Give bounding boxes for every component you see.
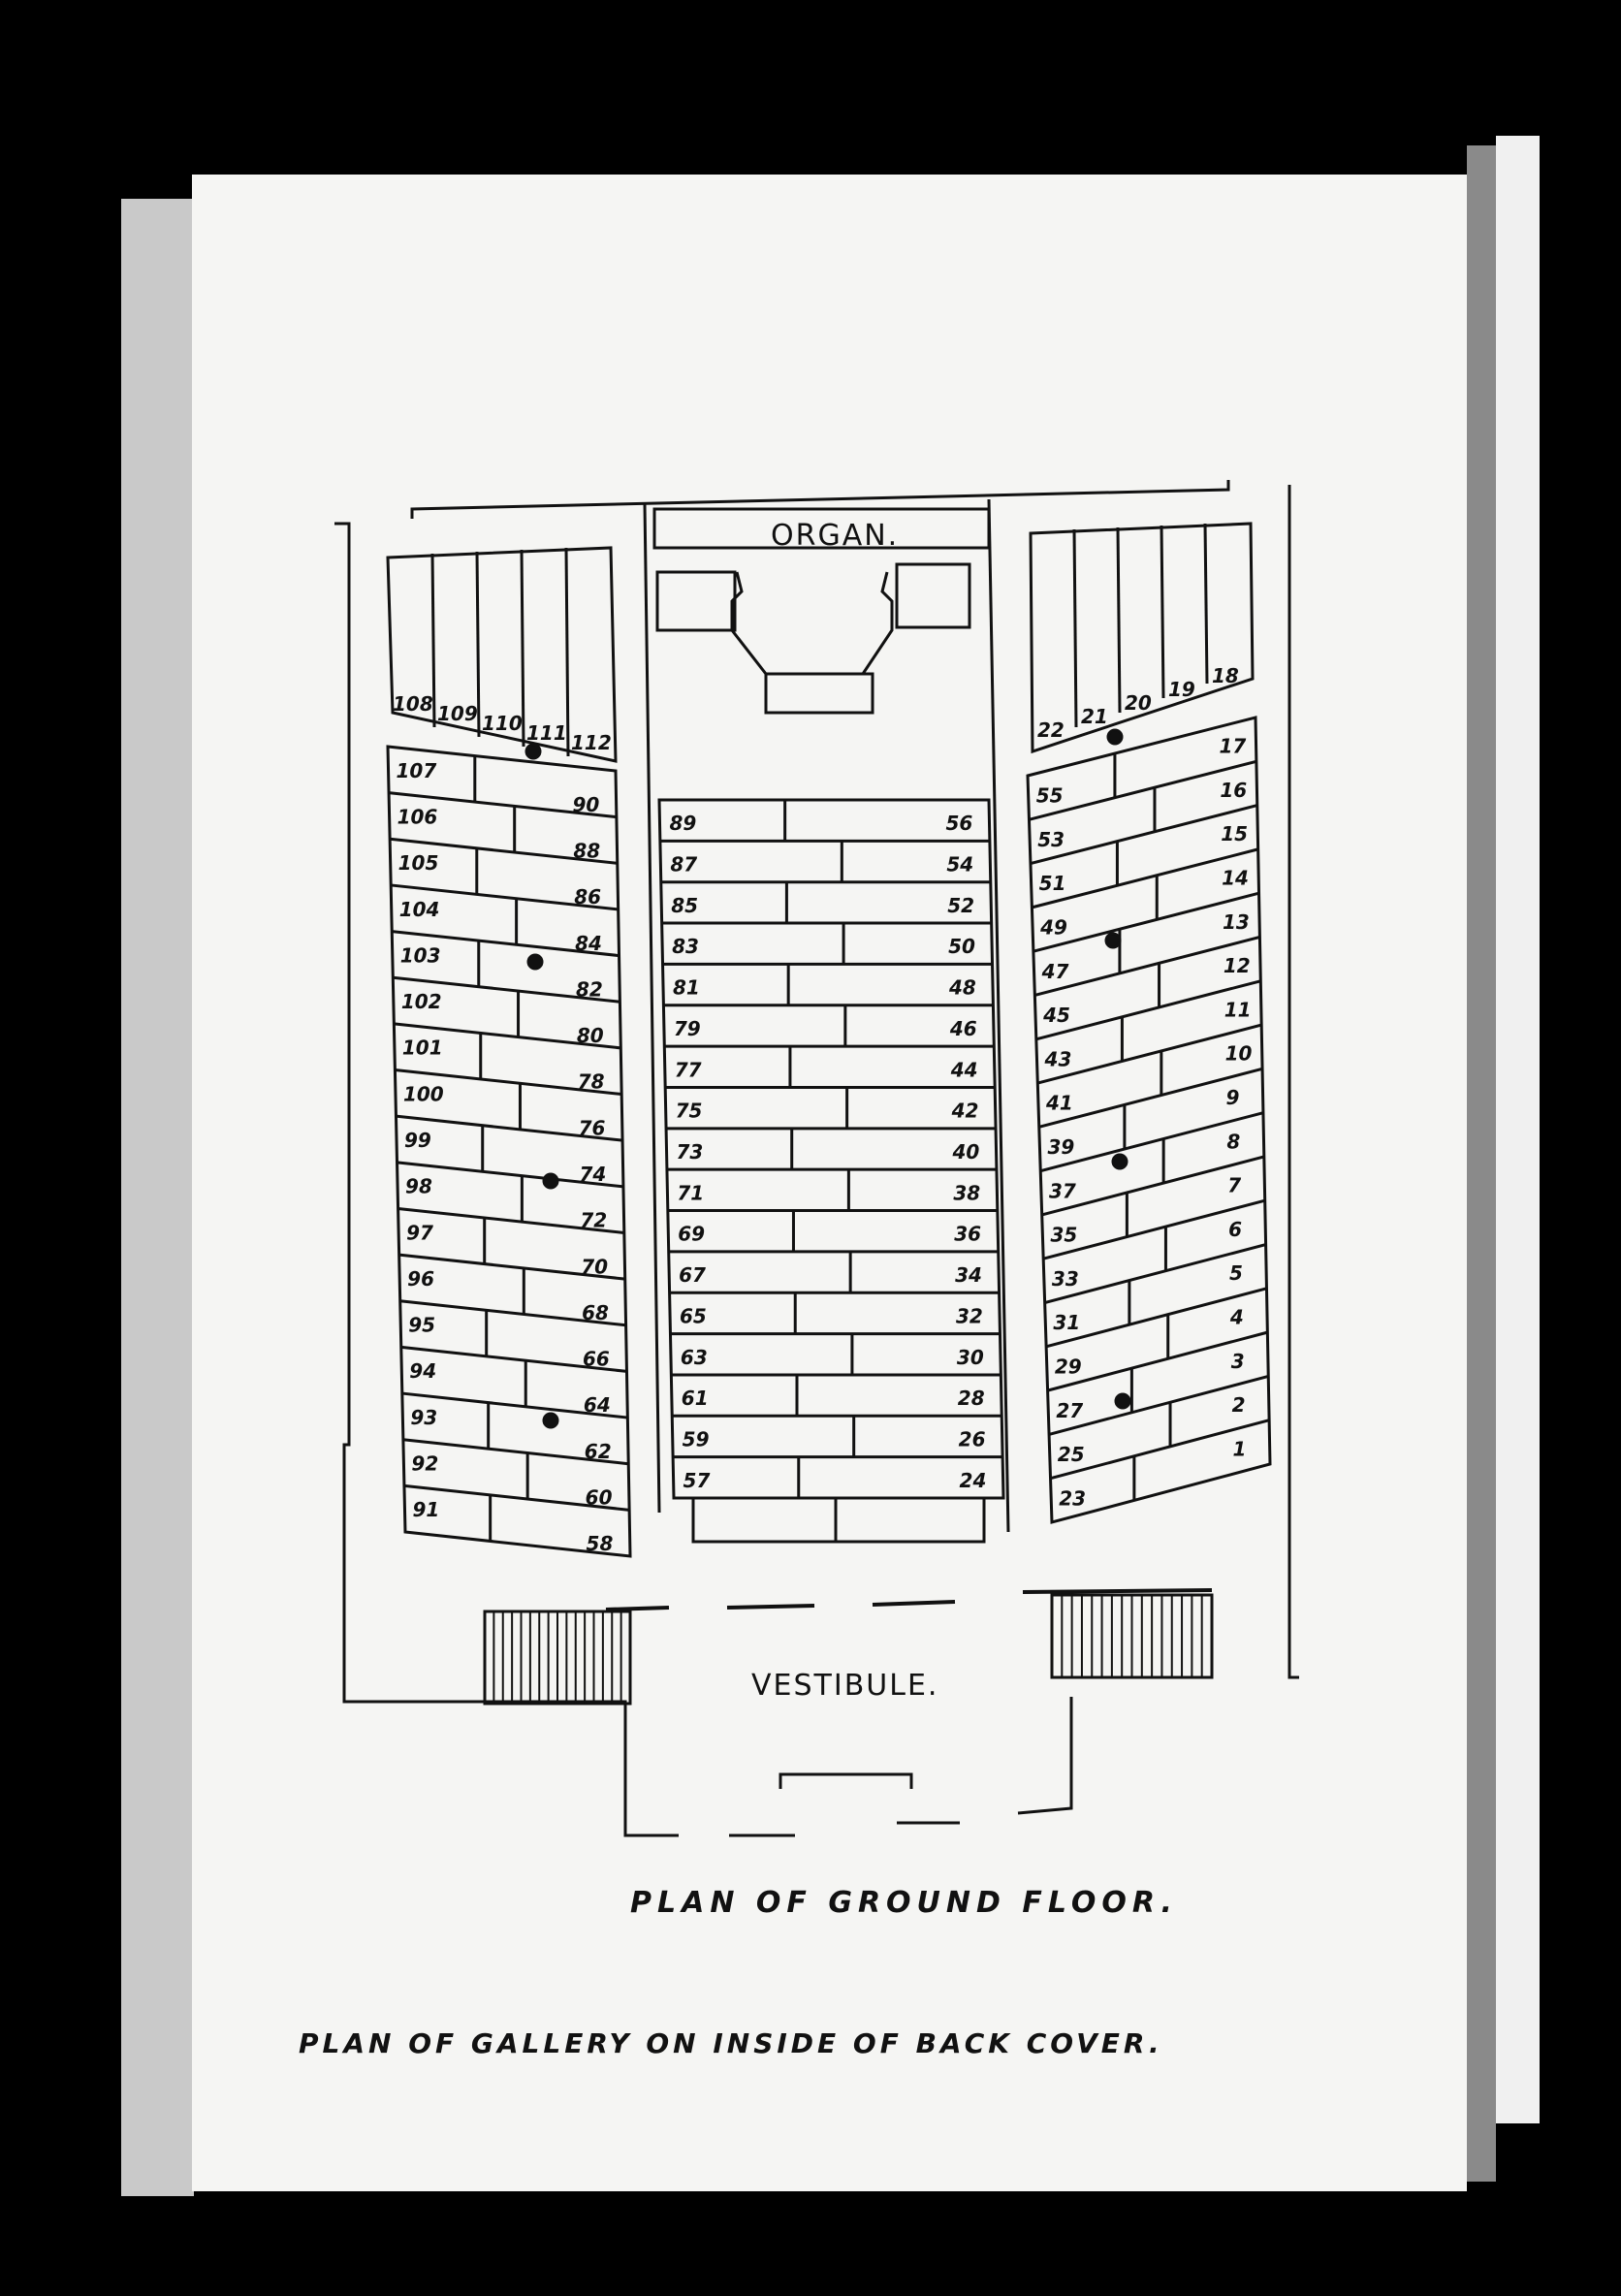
book-spine <box>121 199 194 2196</box>
page-edge-right <box>1467 145 1496 2182</box>
pew-number: 98 <box>405 1174 432 1198</box>
pew-number: 97 <box>406 1221 433 1245</box>
pew-number: 9 <box>1225 1086 1240 1109</box>
pew-number: 101 <box>401 1036 443 1060</box>
vestibule-partition <box>727 1606 814 1608</box>
pew-number: 70 <box>581 1255 609 1279</box>
pew-number: 31 <box>1053 1311 1081 1335</box>
vestibule-label: VESTIBULE. <box>751 1669 939 1703</box>
pew-number: 66 <box>583 1347 610 1371</box>
pew-number: 94 <box>409 1359 437 1384</box>
pew-number: 18 <box>1212 664 1239 687</box>
vestibule-partition <box>606 1608 669 1610</box>
pew-number: 30 <box>956 1345 984 1369</box>
pew-number: 5 <box>1229 1261 1243 1286</box>
pew-number: 44 <box>950 1058 978 1082</box>
pew-number: 109 <box>437 702 478 725</box>
pew-number: 102 <box>400 990 442 1014</box>
pew-number: 13 <box>1222 909 1250 934</box>
pew-number: 82 <box>575 977 603 1002</box>
pew-number: 35 <box>1050 1223 1078 1247</box>
pew-number: 61 <box>681 1387 709 1411</box>
pew-number: 12 <box>1223 954 1251 978</box>
pew-number: 1 <box>1232 1437 1247 1461</box>
register-dot <box>526 745 540 758</box>
pew-number: 68 <box>582 1300 609 1324</box>
pew-number: 90 <box>572 792 600 816</box>
pew-number: 15 <box>1221 822 1249 846</box>
pew-number: 11 <box>1224 998 1252 1022</box>
pew-slat <box>1118 527 1120 713</box>
gallery-footnote: PLAN OF GALLERY ON INSIDE OF BACK COVER. <box>299 2027 1163 2059</box>
pew-number: 110 <box>482 712 523 735</box>
pew-number: 36 <box>954 1222 982 1246</box>
pew-number: 78 <box>577 1069 605 1094</box>
register-dot <box>1106 934 1120 947</box>
pew-number: 55 <box>1035 783 1064 808</box>
pew-number: 21 <box>1081 705 1108 728</box>
pew-number: 79 <box>673 1016 701 1040</box>
pew-number: 23 <box>1059 1486 1087 1511</box>
pew-number: 17 <box>1219 734 1247 758</box>
pew-number: 84 <box>575 931 602 955</box>
pew-number: 3 <box>1230 1349 1245 1373</box>
pew-number: 8 <box>1226 1130 1241 1154</box>
pew-number: 25 <box>1057 1443 1085 1467</box>
plan-caption: PLAN OF GROUND FLOOR. <box>630 1886 1178 1920</box>
pew-number: 87 <box>670 852 698 877</box>
pew-number: 106 <box>397 805 438 829</box>
pew-number: 27 <box>1056 1398 1084 1422</box>
pew-number: 49 <box>1040 915 1067 940</box>
pew-number: 67 <box>679 1263 706 1288</box>
pew-number: 92 <box>411 1451 439 1476</box>
pew-number: 41 <box>1046 1091 1073 1115</box>
pew-number: 26 <box>958 1427 986 1451</box>
pew-number: 80 <box>576 1024 604 1048</box>
facing-page <box>1496 136 1540 2123</box>
pew-number: 104 <box>398 897 440 921</box>
pew-number: 103 <box>399 943 441 968</box>
pew-number: 95 <box>408 1313 436 1337</box>
pew-number: 53 <box>1037 827 1065 851</box>
register-dot <box>544 1414 557 1427</box>
pew-number: 86 <box>574 885 602 909</box>
pew-number: 96 <box>407 1266 435 1291</box>
pew-number: 42 <box>951 1099 979 1123</box>
pew-number: 2 <box>1231 1393 1246 1418</box>
pew-number: 57 <box>683 1468 711 1492</box>
pew-number: 89 <box>669 812 697 836</box>
pew-number: 22 <box>1037 718 1065 742</box>
register-dot <box>1113 1155 1127 1168</box>
pew-number: 43 <box>1044 1047 1072 1071</box>
pew-number: 38 <box>953 1181 981 1205</box>
pew-number: 91 <box>412 1498 440 1522</box>
pew-number: 107 <box>396 758 437 782</box>
pew-number: 47 <box>1041 959 1069 983</box>
pew-number: 74 <box>579 1163 607 1186</box>
pew-number: 34 <box>955 1263 982 1288</box>
pew-number: 112 <box>571 731 612 754</box>
pew-slat <box>1074 529 1076 727</box>
pew-number: 46 <box>949 1016 977 1040</box>
pew-slat <box>1161 526 1163 698</box>
pew-number: 64 <box>583 1393 611 1418</box>
pew-number: 75 <box>675 1099 703 1123</box>
register-dot <box>544 1174 557 1188</box>
pew-number: 32 <box>956 1304 983 1328</box>
pew-number: 4 <box>1229 1305 1244 1329</box>
vestibule-partition <box>1023 1590 1212 1592</box>
register-dot <box>528 955 542 969</box>
pew-number: 111 <box>526 721 567 745</box>
pew-number: 59 <box>682 1427 710 1451</box>
pew-number: 24 <box>959 1468 987 1492</box>
pew-number: 48 <box>948 975 976 1000</box>
staircase-left-treads <box>493 1611 620 1704</box>
pew-number: 105 <box>397 851 439 876</box>
pew-number: 99 <box>404 1129 431 1152</box>
pew-number: 52 <box>947 893 975 917</box>
pew-number: 51 <box>1038 872 1066 896</box>
register-dot <box>1108 730 1122 744</box>
pew-number: 77 <box>674 1058 702 1082</box>
pew-number: 76 <box>578 1116 606 1140</box>
pew-number: 100 <box>402 1082 444 1106</box>
pew-number: 72 <box>580 1208 608 1232</box>
pew-number: 69 <box>678 1222 706 1246</box>
pew-number: 14 <box>1222 866 1249 890</box>
pew-number: 19 <box>1168 678 1195 701</box>
register-dot <box>1116 1394 1129 1408</box>
pew-number: 85 <box>671 893 699 917</box>
pew-number: 83 <box>672 935 699 959</box>
pew-number: 16 <box>1220 778 1248 802</box>
pew-slat <box>1205 524 1207 684</box>
pew-number: 40 <box>952 1140 980 1164</box>
pew-number: 33 <box>1051 1266 1079 1291</box>
pew-number: 39 <box>1047 1135 1075 1159</box>
pew-number: 6 <box>1228 1217 1243 1241</box>
pew-number: 81 <box>672 975 700 1000</box>
pew-number: 93 <box>410 1405 438 1429</box>
pew-number: 54 <box>946 852 974 877</box>
pew-number: 108 <box>393 692 433 716</box>
pew-number: 28 <box>957 1387 985 1411</box>
pew-number: 29 <box>1054 1355 1082 1379</box>
pew-number: 45 <box>1043 1004 1070 1028</box>
organ-label: ORGAN. <box>771 519 900 553</box>
pew-number: 73 <box>676 1140 704 1164</box>
pew-number: 62 <box>584 1439 612 1463</box>
pew-number: 60 <box>585 1485 613 1510</box>
pew-number: 7 <box>1227 1173 1242 1197</box>
pew-number: 50 <box>948 935 975 959</box>
pew-number: 56 <box>945 812 973 836</box>
pew-number: 20 <box>1125 691 1152 715</box>
pew-number: 63 <box>680 1345 708 1369</box>
pew-number: 10 <box>1224 1041 1253 1066</box>
pew-number: 58 <box>586 1532 614 1556</box>
pew-number: 37 <box>1048 1179 1076 1203</box>
pew-number: 65 <box>680 1304 707 1328</box>
pew-number: 88 <box>573 839 601 863</box>
pew-number: 71 <box>677 1181 705 1205</box>
